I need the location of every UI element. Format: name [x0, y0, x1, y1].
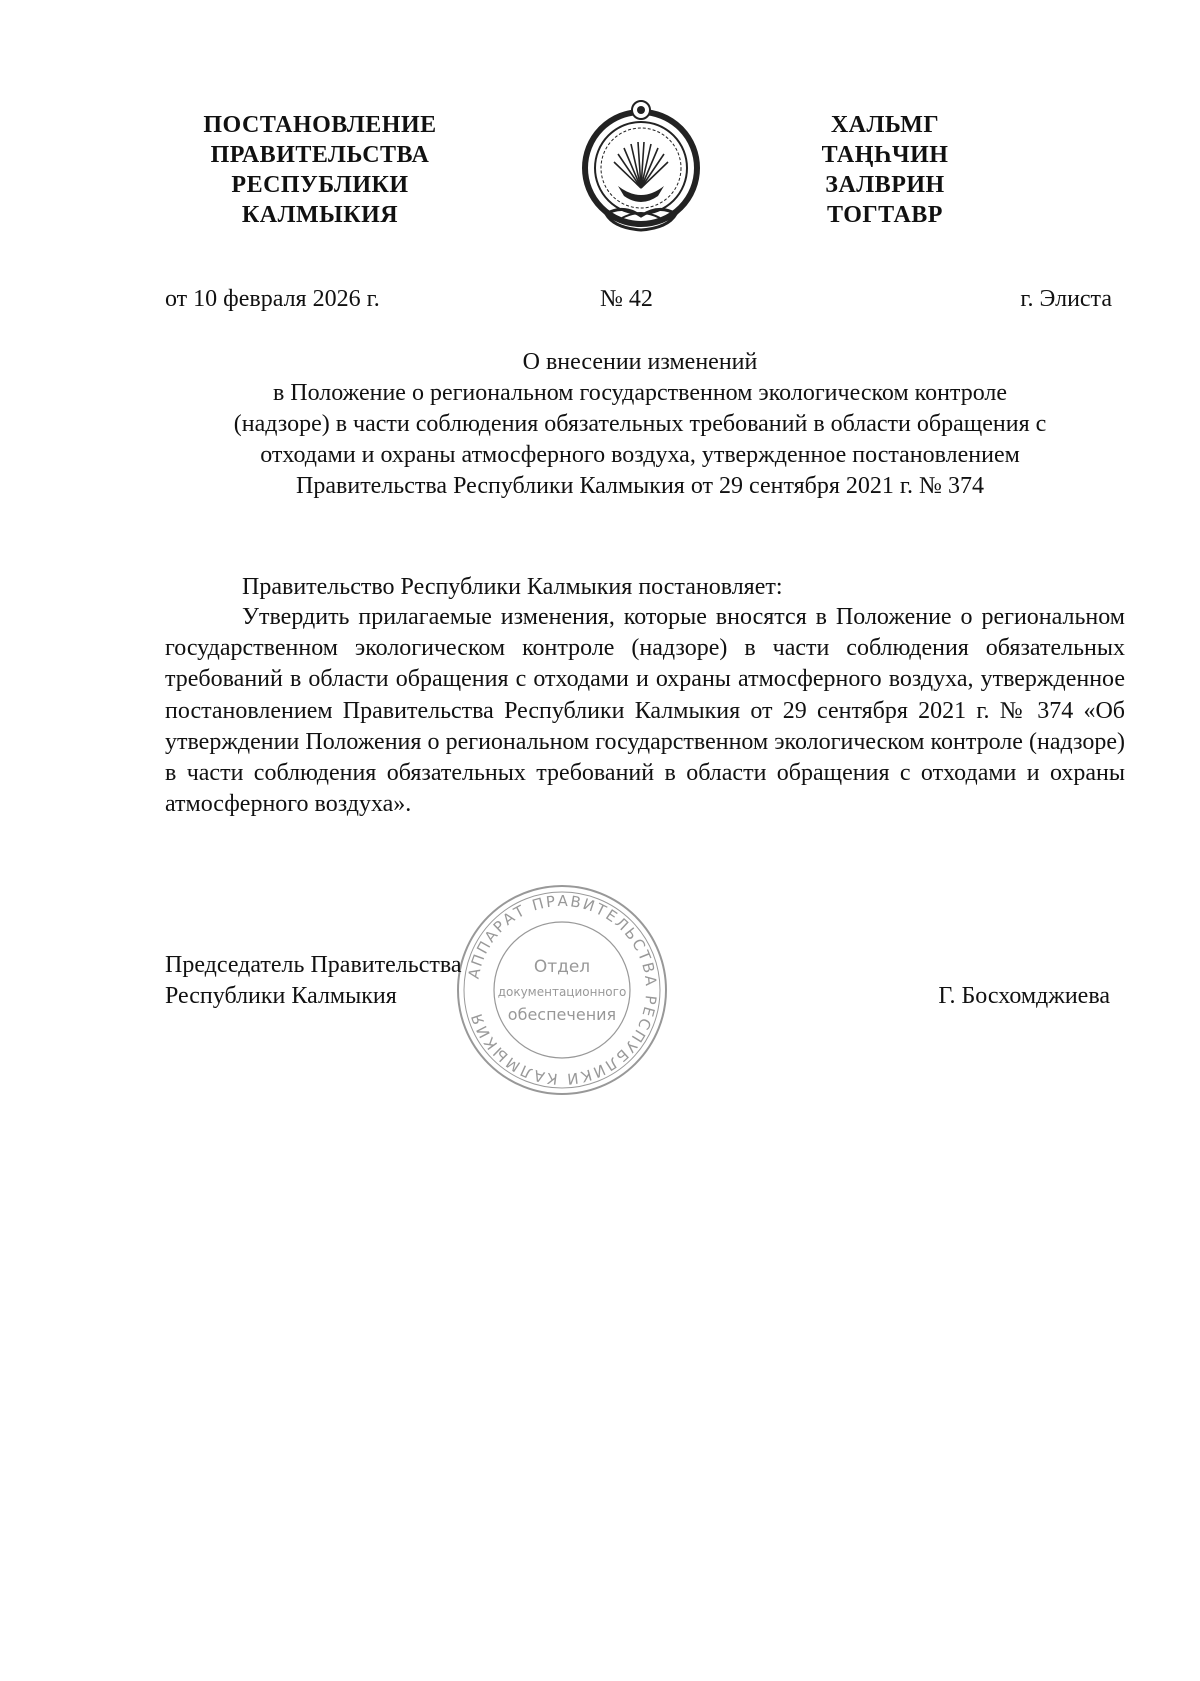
stamp-center-line: документационного	[497, 985, 627, 999]
document-date: от 10 февраля 2026 г.	[165, 286, 380, 312]
subject-line: отходами и охраны атмосферного воздуха, утвержденное постановлением	[260, 442, 1020, 468]
header-left-line: РЕСПУБЛИКИ	[231, 172, 409, 198]
round-stamp-icon	[452, 880, 672, 1100]
header-left-line: ПРАВИТЕЛЬСТВА	[210, 142, 430, 168]
signatory-title: Председатель Правительства	[165, 952, 462, 978]
signatory-title: Республики Калмыкия	[165, 983, 397, 1009]
coat-of-arms-icon	[578, 96, 704, 236]
header-right-line: ЗАЛВРИН	[825, 172, 945, 198]
header-left-line: ПОСТАНОВЛЕНИЕ	[203, 112, 437, 138]
subject-line: Правительства Республики Калмыкия от 29 сентября 2021 г. № 374	[296, 473, 984, 499]
document-number: № 42	[600, 286, 653, 312]
subject-line: (надзоре) в части соблюдения обязательных требований в области обращения с	[233, 411, 1047, 437]
header-right-line: ХАЛЬМГ	[830, 112, 940, 138]
subject-line: О внесении изменений	[522, 349, 758, 375]
header-right-title	[775, 110, 995, 230]
header-right-line: ТОГТАВР	[827, 202, 943, 228]
document-city: г. Элиста	[1020, 286, 1112, 312]
signatory-name: Г. Босхомджиева	[938, 983, 1110, 1009]
header-left-line: КАЛМЫКИЯ	[241, 202, 399, 228]
stamp-ring-text: АППАРАТ ПРАВИТЕЛЬСТВА РЕСПУБЛИКИ КАЛМЫКИЯ	[464, 891, 661, 1089]
signature-block	[165, 950, 462, 1012]
header-left-title	[170, 110, 470, 230]
subject-line: в Положение о региональном государственном экологическом контроле	[272, 380, 1008, 406]
document-subject	[150, 347, 1130, 502]
stamp-center-line: Отдел	[533, 957, 591, 977]
stamp-center-line: обеспечения	[507, 1005, 617, 1024]
preamble: Правительство Республики Калмыкия постановляет:	[242, 574, 783, 600]
body-paragraph: Утвердить прилагаемые изменения, которые вносятся в Положение о региональном государственном экологическом контроле (надзоре) в части соблюдения обязательных требований в области обращения с отходами и охраны атмосферного воздуха, утвержденное постановлением Правительства Республики Калмыкия от 29 сентября 2021 г. № 374 «Об утверждении Положения о региональном государственном экологическом контроле (надзоре) в части соблюдения обязательных требований в области обращения с отходами и охраны атмосферного воздуха».	[165, 604, 1125, 818]
header-right-line: ТАҢҺЧИН	[821, 142, 949, 168]
